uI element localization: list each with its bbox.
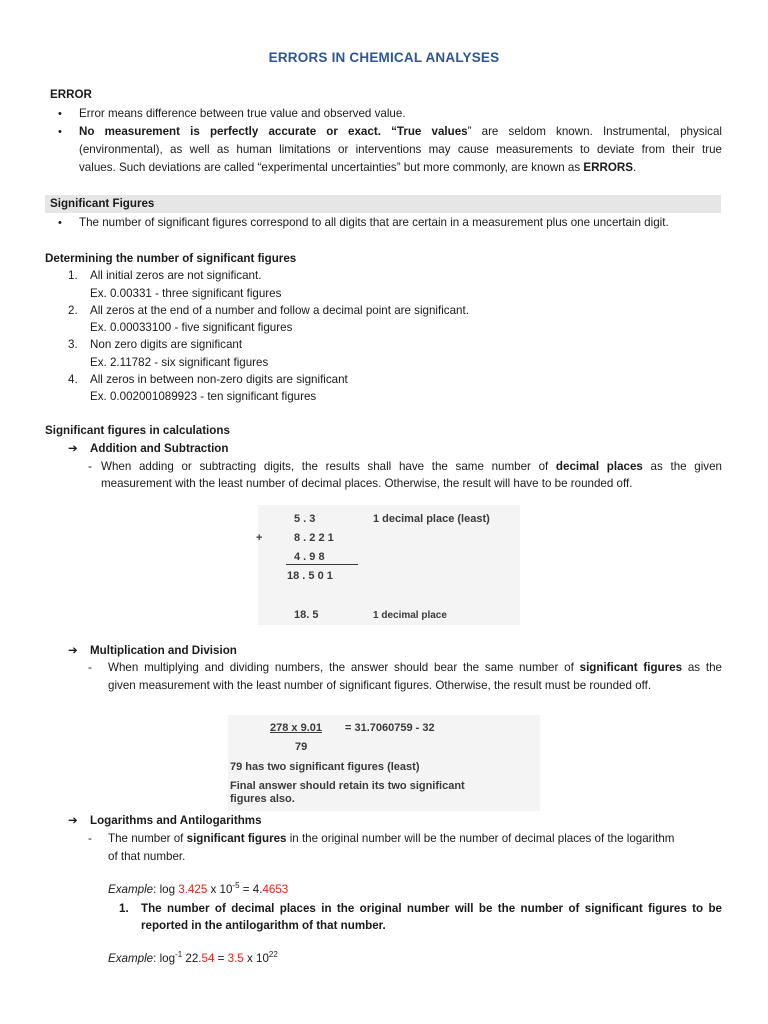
sig-figs-bullet: The number of significant figures correspond to all digits that are certain in a measurement plus one uncertain digit.	[79, 216, 669, 229]
arrow-icon: ➔	[68, 442, 78, 455]
addend-3: 4 . 9 8	[294, 551, 325, 563]
error-heading: ERROR	[50, 88, 92, 101]
logarithms-heading: Logarithms and Antilogarithms	[90, 814, 262, 827]
rounded-note: 1 decimal place	[373, 610, 447, 621]
addend-1: 5 . 3	[294, 513, 316, 525]
rule-text: All zeros at the end of a number and follow a decimal point are significant.	[90, 304, 469, 317]
calc-heading: Significant figures in calculations	[45, 424, 230, 437]
numerator: 278 x 9.01	[270, 722, 322, 734]
logarithms-line-2: of that number.	[108, 850, 186, 863]
rule-example: Ex. 0.002001089923 - ten significant figures	[90, 390, 317, 403]
rule-example: Ex. 2.11782 - six significant figures	[90, 356, 269, 369]
error-bullet-2-line-3: values. Such deviations are called “experimental uncertainties” but more commonly, are known as ERRORS.	[79, 161, 637, 174]
mult-note-2a: Final answer should retain its two significant	[230, 780, 465, 792]
bullet-icon: •	[58, 217, 62, 229]
rule-number: 1.	[68, 269, 78, 282]
mult-note-2b: figures also.	[230, 793, 295, 805]
addition-line-1: When adding or subtracting digits, the results shall have the same number of decimal places as the given	[101, 460, 722, 473]
multiplication-heading: Multiplication and Division	[90, 644, 237, 657]
rule-example: Ex. 0.00331 - three significant figures	[90, 287, 282, 300]
dash-marker: -	[88, 460, 92, 473]
error-bullet-2-line-2: (environmental), as well as human limitations or interventions may cause measurements to deviate from their true	[79, 143, 722, 156]
division-result: = 31.7060759 - 32	[345, 722, 435, 734]
bullet-icon: •	[58, 126, 62, 138]
log-rule-number: 1.	[119, 902, 129, 915]
rule-example: Ex. 0.00033100 - five significant figures	[90, 321, 293, 334]
rule-number: 4.	[68, 373, 78, 386]
addition-heading: Addition and Subtraction	[90, 442, 229, 455]
log-example-2: Example: $\log^{-1} 22.54 = 3.5$ x $10^{22}$	[108, 950, 278, 965]
sum-value: 18 . 5 0 1	[287, 570, 333, 582]
rounded-value: 18. 5	[294, 609, 319, 621]
rule-text: All initial zeros are not significant.	[90, 269, 262, 282]
addition-line-2: measurement with the least number of decimal places. Otherwise, the result will have to be rounded off.	[101, 477, 633, 490]
dash-marker: -	[88, 832, 92, 845]
error-bullet-2-line-1: No measurement is perfectly accurate or exact. “True values” are seldom known. Instrumental, physical	[79, 125, 722, 138]
mult-note-1: 79 has two significant figures (least)	[230, 761, 420, 773]
arrow-icon: ➔	[68, 814, 78, 827]
log-example-1: Example: log 3.425 x $10^{-5} = 4.4653$	[108, 881, 289, 896]
addend-1-note: 1 decimal place (least)	[373, 513, 490, 525]
rule-text: Non zero digits are significant	[90, 338, 243, 351]
log-rule-line-2: reported in the antilogarithm of that number.	[141, 919, 386, 932]
determining-heading: Determining the number of significant figures	[45, 252, 297, 265]
error-bullet-1: Error means difference between true value and observed value.	[79, 107, 406, 120]
addend-2: 8 . 2 2 1	[294, 532, 334, 544]
rule-number: 3.	[68, 338, 78, 351]
sig-figs-heading: Significant Figures	[50, 197, 155, 210]
denominator: 79	[295, 741, 308, 753]
rule-text: All zeros in between non-zero digits are significant	[90, 373, 348, 386]
page-title: ERRORS IN CHEMICAL ANALYSES	[268, 50, 500, 65]
log-rule-line-1: The number of decimal places in the original number will be the number of significant figures to be	[141, 902, 722, 915]
plus-sign: +	[256, 532, 263, 544]
bullet-icon: •	[58, 108, 62, 120]
multiplication-line-1: When multiplying and dividing numbers, the answer should bear the same number of significant figures as the	[108, 661, 722, 674]
sum-underline	[286, 564, 358, 565]
dash-marker: -	[88, 661, 92, 674]
logarithms-line-1: The number of significant figures in the original number will be the number of decimal places of the logarithm	[108, 832, 675, 845]
rule-number: 2.	[68, 304, 78, 317]
arrow-icon: ➔	[68, 644, 78, 657]
multiplication-line-2: given measurement with the least number of significant figures. Otherwise, the result must be rounded off.	[108, 679, 652, 692]
